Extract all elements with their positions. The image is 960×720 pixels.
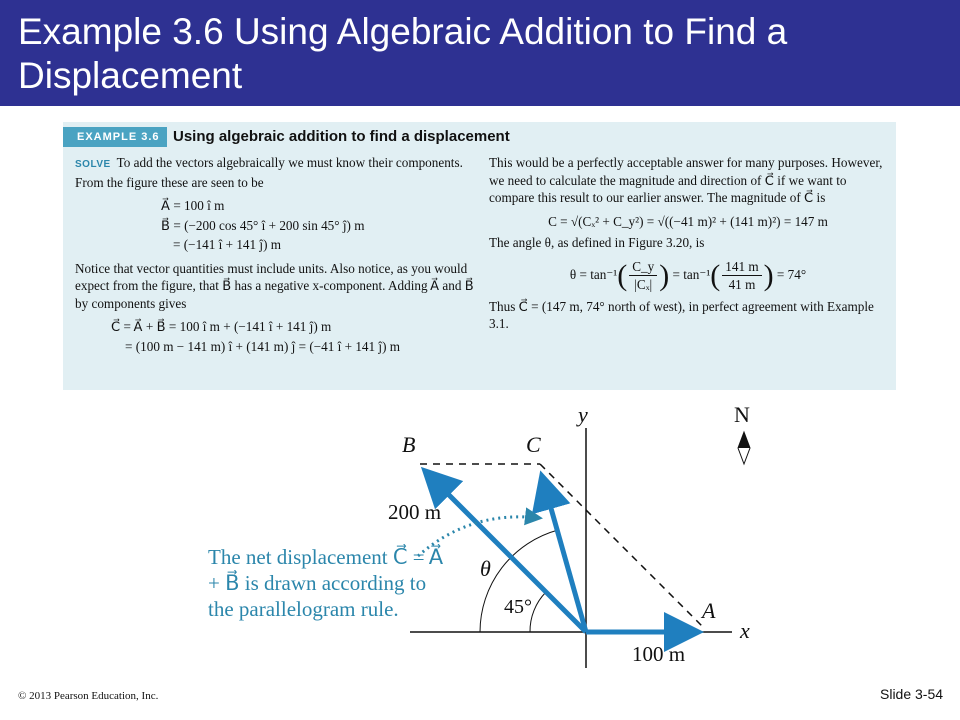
paragraph-angle: The angle θ, as defined in Figure 3.20, is [489, 235, 705, 250]
paragraph-conclusion: Thus C⃗ = (147 m, 74° north of west), in perfect agreement with Example 3.1. [489, 298, 874, 331]
label-x: x [740, 618, 750, 643]
copyright: © 2013 Pearson Education, Inc. [18, 690, 159, 702]
equation-c2: = (100 m − 141 m) î + (141 m) ĵ = (−41 î + 141 ĵ) m [125, 338, 401, 354]
label-a: A⃗ [702, 598, 733, 623]
north-arrow-fill-icon [738, 432, 750, 448]
paragraph-units: Notice that vector quantities must include units. Also notice, as you would expect from the figure, that B⃗ has a negative x-component. Adding A⃗ and B⃗ by components gives [75, 260, 474, 311]
equation-a: A⃗ = 100 î m [161, 198, 225, 213]
equation-magnitude: C = √(Cₓ² + C_y²) = √((−41 m)² + (141 m)²) = 147 m [548, 213, 828, 229]
intro-text: To add the vectors algebraically we must know their components. From the figure these are seen to be [75, 155, 463, 190]
label-100m: 100 m [632, 642, 686, 666]
theta-den-2: 41 m [728, 277, 756, 292]
theta-num-1: C_y [629, 258, 657, 277]
equation-b1: B⃗ = (−200 cos 45° î + 200 sin 45° ĵ) m [161, 217, 365, 233]
example-heading: Using algebraic addition to find a displacement [173, 128, 510, 145]
label-y: y [578, 402, 588, 427]
label-b: B⃗ [402, 432, 433, 457]
paragraph-magnitude: This would be a perfectly acceptable answer for many purposes. However, we need to calculate the magnitude and direction of C⃗ if we want to compare this result to our earlier answer. The magnitude of C⃗ is [489, 155, 883, 205]
example-tag: EXAMPLE 3.6 [63, 127, 167, 147]
equation-b2: = (−141 î + 141 ĵ) m [173, 237, 282, 252]
label-c: C⃗ [526, 432, 558, 457]
theta-den-1: |Cₓ| [634, 277, 653, 292]
label-n: N [734, 402, 750, 427]
label-200m: 200 m [388, 500, 442, 524]
equation-c1: C⃗ = A⃗ + B⃗ = 100 î m + (−141 î + 141 ĵ) m [111, 319, 332, 334]
label-45: 45° [504, 596, 532, 618]
theta-mid: = tan⁻¹ [672, 266, 711, 282]
dashed-diagonal [540, 464, 704, 628]
theta-num-2: 141 m [722, 258, 761, 277]
slide-title: Example 3.6 Using Algebraic Addition to Find a Displacement [18, 11, 788, 96]
theta-rhs: = 74° [776, 266, 807, 282]
solve-label: SOLVE [75, 159, 111, 170]
label-theta: θ [480, 556, 491, 581]
slide-number: Slide 3-54 [880, 686, 944, 702]
figure-caption: The net displacement C⃗ = A⃗ + B⃗ is drawn according to the parallelogram rule. [208, 545, 444, 621]
equation-theta: θ = tan⁻¹( $\frac{C\_y}{\text{|Cₓ|}}$ ) = tan⁻¹( $\frac{141 m}{41 m}$ ) = 74° [569, 258, 807, 292]
angle-45-arc [530, 592, 546, 632]
theta-lhs: θ = tan⁻¹ [569, 266, 618, 282]
